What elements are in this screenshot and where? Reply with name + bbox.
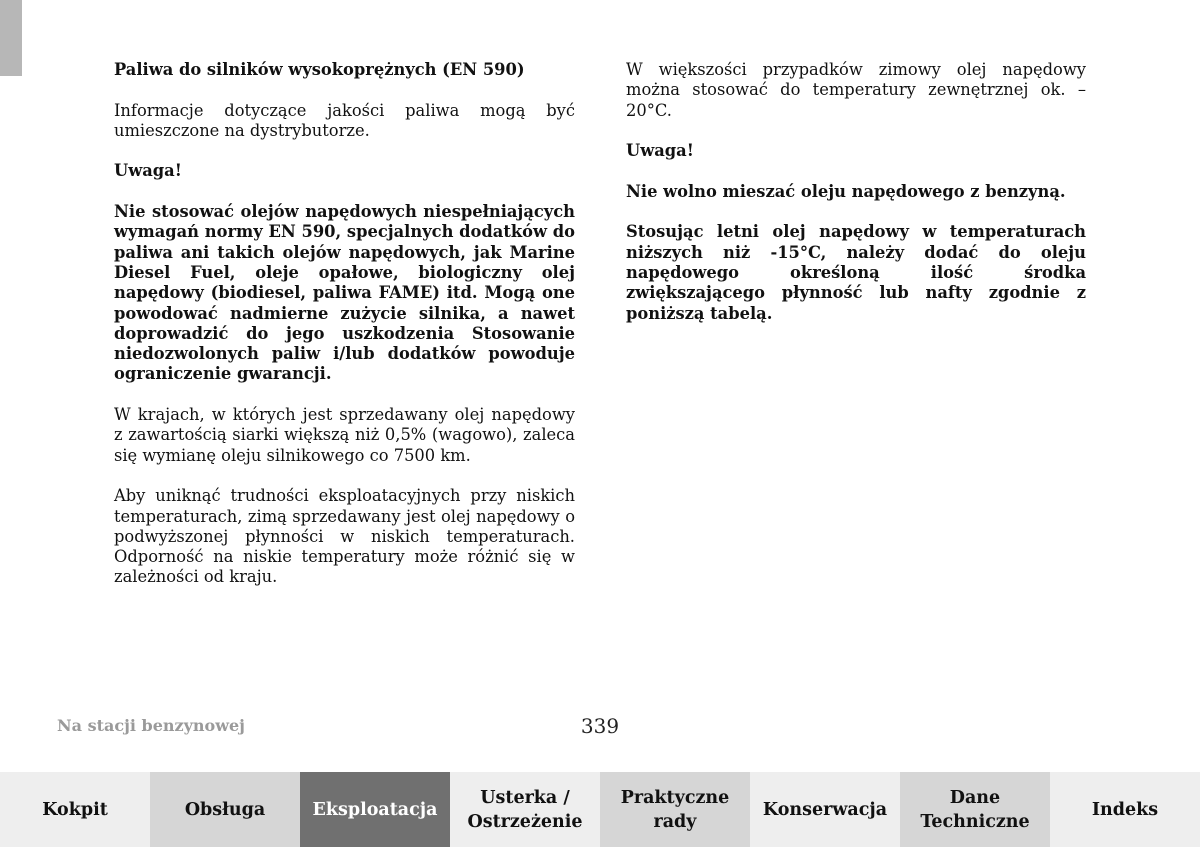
right-column: [626, 60, 1086, 344]
tab-konserwacja[interactable]: [750, 772, 900, 847]
tab-label: Usterka / Ostrzeżenie: [467, 787, 583, 832]
tab-usterka-ostrzezenie[interactable]: [450, 772, 600, 847]
tab-label: Eksploatacja: [312, 799, 438, 820]
page-number: 339: [580, 714, 620, 738]
tab-label: Konserwacja: [762, 799, 888, 820]
tab-label: Indeks: [1091, 799, 1159, 820]
paragraph: Uwaga!: [626, 141, 694, 161]
paragraph: Uwaga!: [114, 161, 182, 181]
paragraph: W większości przypadków zimowy olej napędowy można stosować do temperatury zewnętrznej ok. – 20°C.: [626, 60, 1086, 120]
tab-label: Obsługa: [184, 799, 266, 820]
tab-label: Praktyczne rady: [620, 787, 730, 832]
paragraph: Nie stosować olejów napędowych niespełniających wymagań normy EN 590, specjalnych dodatków do paliwa ani takich olejów napędowych, jak Marine Diesel Fuel, oleje opałowe, biologiczny olej napędowy (biodiesel, paliwa FAME) itd. Mogą one powodować nadmierne zużycie silnika, a nawet doprowadzić do jego uszkodzenia Stosowanie niedozwolonych paliw i/lub dodatków powoduje ograniczenie gwarancji.: [114, 202, 575, 384]
corner-mark: [0, 0, 22, 76]
paragraph: Informacje dotyczące jakości paliwa mogą być umieszczone na dystrybutorze.: [114, 100, 575, 140]
paragraph: Nie wolno mieszać oleju napędowego z benzyną.: [626, 181, 1066, 201]
tab-label: Kokpit: [42, 799, 108, 820]
paragraph: Aby uniknąć trudności eksploatacyjnych przy niskich temperaturach, zimą sprzedawany jest olej napędowy o podwyższonej płynności w niskich temperaturach. Odporność na niskie temperatury może różnić się w zależności od kraju.: [114, 486, 575, 587]
tab-label: Dane Techniczne: [920, 787, 1030, 832]
tab-kokpit[interactable]: [0, 772, 150, 847]
section-name: Na stacji benzynowej: [57, 716, 245, 735]
left-column: [114, 60, 575, 608]
chapter-tab-bar: [0, 772, 1200, 847]
paragraph: Paliwa do silników wysokoprężnych (EN 590): [114, 60, 525, 79]
tab-indeks[interactable]: [1050, 772, 1200, 847]
tab-dane-techniczne[interactable]: [900, 772, 1050, 847]
tab-praktyczne-rady[interactable]: [600, 772, 750, 847]
tab-obsluga[interactable]: [150, 772, 300, 847]
tab-eksploatacja[interactable]: [300, 772, 450, 847]
paragraph: W krajach, w których jest sprzedawany olej napędowy z zawartością siarki większą niż 0,5% (wagowo), zaleca się wymianę oleju silnikowego co 7500 km.: [114, 405, 575, 465]
paragraph: Stosując letni olej napędowy w temperaturach niższych niż -15°C, należy dodać do oleju napędowego określoną ilość środka zwiększającego płynność lub nafty zgodnie z poniższą tabelą.: [626, 222, 1086, 323]
